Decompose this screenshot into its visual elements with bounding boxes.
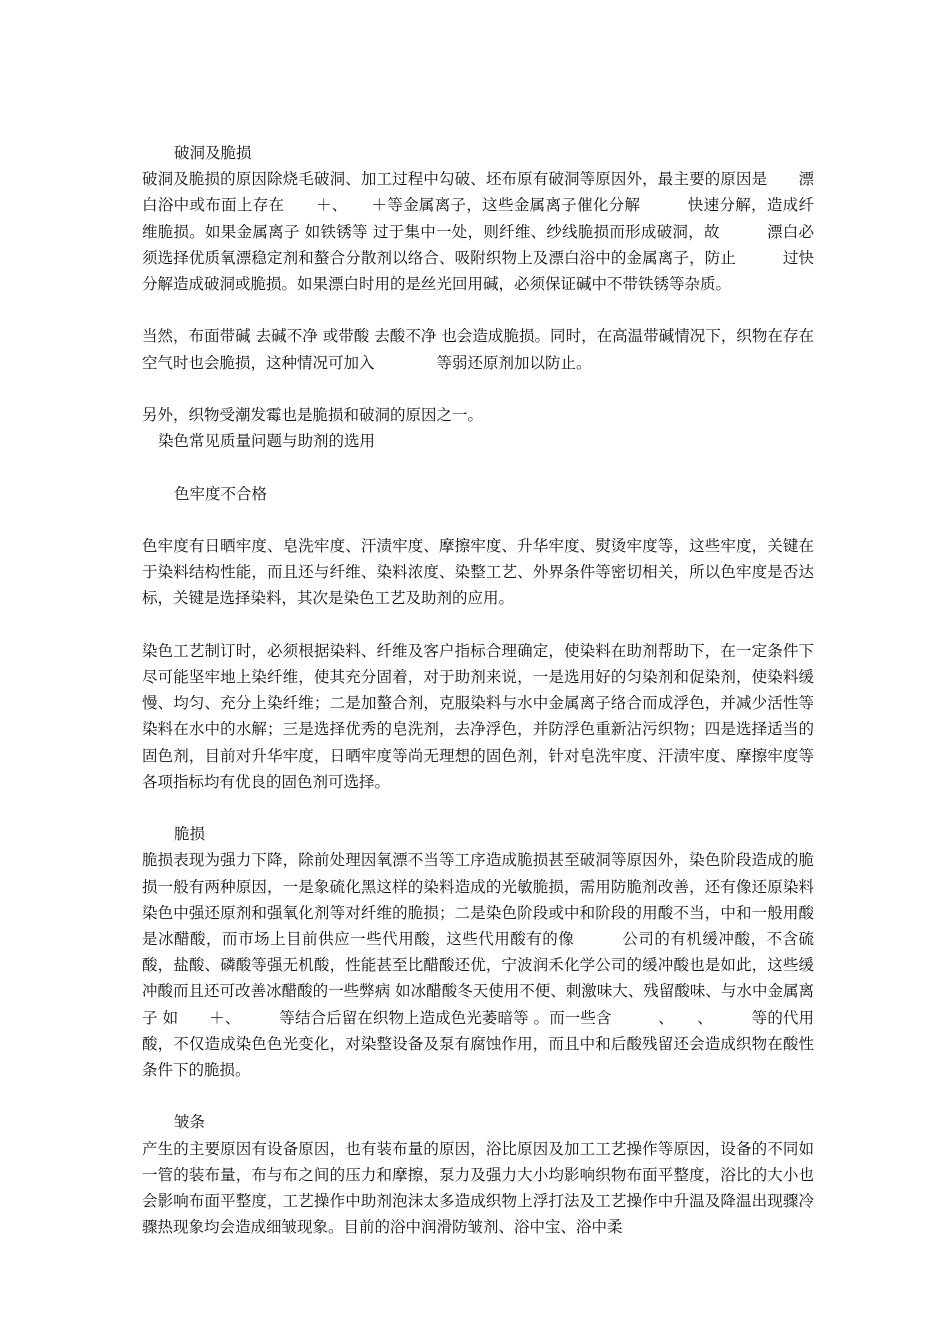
section-title-dyeing: 染色常见质量问题与助剂的选用 <box>158 432 376 451</box>
paragraph-damage-3: 另外，织物受潮发霉也是脆损和破洞的原因之一。 <box>142 406 484 424</box>
paragraph-damage-2: 当然，布面带碱 去碱不净 或带酸 去酸不净 也会造成脆损。同时，在高温带碱情况下，织物在存在空气时也会脆损，这种情况可加入 等弱还原剂加以防止。 <box>142 327 814 372</box>
paragraph-fastness-1: 色牢度有日晒牢度、皂洗牢度、汗渍牢度、摩擦牢度、升华牢度、熨烫牢度等，这些牢度，关键在于染料结构性能，而且还与纤维、染料浓度、染整工艺、外界条件等密切相关，所以色牢度是否达标，关键是选择染料，其次是染色工艺及助剂的应用。 <box>142 536 814 608</box>
paragraph-gap <box>142 376 814 402</box>
paragraph-gap <box>142 795 814 821</box>
paragraph-damage-1: 破洞及脆损的原因除烧毛破洞、加工过程中勾破、坯布原有破洞等原因外，最主要的原因是 漂白浴中或布面上存在 ＋、 ＋等金属离子，这些金属离子催化分解 快速分解，造成纤维脆损。如果金属离子 如铁锈等 过于集中一处，则纤维、纱线脆损而形成破洞，故 漂白必须选择优质氧漂稳定剂和螯合分散剂以络合、吸附织物上及漂白浴中的金属离子，防止 过快分解造成破洞或脆损。如果漂白时用的是丝光回用碱，必须保证碱中不带铁锈等杂质。 <box>142 170 814 294</box>
section-heading-fastness: 色牢度不合格 <box>174 484 268 503</box>
paragraph-crease-1: 产生的主要原因有设备原因，也有装布量的原因，浴比原因及加工工艺操作等原因，设备的不同如一管的装布量，布与布之间的压力和摩擦，泵力及强力大小均影响织物布面平整度，浴比的大小也会影响布面平整度，工艺操作中助剂泡沫太多造成织物上浮打法及工艺操作中升温及降温出现骤冷骤热现象均会造成细皱现象。目前的浴中润滑防皱剂、浴中宝、浴中柔 <box>142 1139 814 1237</box>
document-page <box>142 140 814 1240</box>
paragraph-gap <box>142 1083 814 1109</box>
paragraph-gap <box>142 297 814 323</box>
paragraph-brittle-1: 脆损表现为强力下降，除前处理因氧漂不当等工序造成脆损甚至破洞等原因外，染色阶段造成的脆损一般有两种原因，一是象硫化黑这样的染料造成的光敏脆损，需用防脆剂改善，还有像还原染料染色中强还原剂和强氧化剂等对纤维的脆损；二是染色阶段或中和阶段的用酸不当，中和一般用酸是冰醋酸，而市场上目前供应一些代用酸，这些代用酸有的像 公司的有机缓冲酸，不含硫酸，盐酸、磷酸等强无机酸，性能甚至比醋酸还优，宁波润禾化学公司的缓冲酸也是如此，这些缓冲酸而且还可改善冰醋酸的一些弊病 如冰醋酸冬天使用不便、刺激味大、残留酸味、与水中金属离子 如 ＋、 等结合后留在织物上造成色光萎暗等 。而一些含 、 、 等的代用酸，不仅造成染色色光变化，对染整设备及泵有腐蚀作用，而且中和后酸残留还会造成织物在酸性条件下的脆损。 <box>142 851 814 1080</box>
section-heading-brittle: 脆损 <box>174 825 206 844</box>
paragraph-gap <box>142 507 814 533</box>
paragraph-gap <box>142 612 814 638</box>
section-heading-crease: 皱条 <box>174 1113 206 1132</box>
section-heading-damage: 破洞及脆损 <box>174 144 252 162</box>
paragraph-gap <box>142 454 814 480</box>
paragraph-fastness-2: 染色工艺制订时，必须根据染料、纤维及客户指标合理确定，使染料在助剂帮助下，在一定条件下尽可能坚牢地上染纤维，使其充分固着，对于助剂来说，一是选用好的匀染剂和促染剂，使染料缓慢、均匀、充分上染纤维；二是加螯合剂，克服染料与水中金属离子络合而成浮色，并减少活性等染料在水中的水解；三是选择优秀的皂洗剂，去净浮色，并防浮色重新沾污织物；四是选择适当的固色剂，目前对升华牢度，日晒牢度等尚无理想的固色剂，针对皂洗牢度、汗渍牢度、摩擦牢度等各项指标均有优良的固色剂可选择。 <box>142 641 814 791</box>
